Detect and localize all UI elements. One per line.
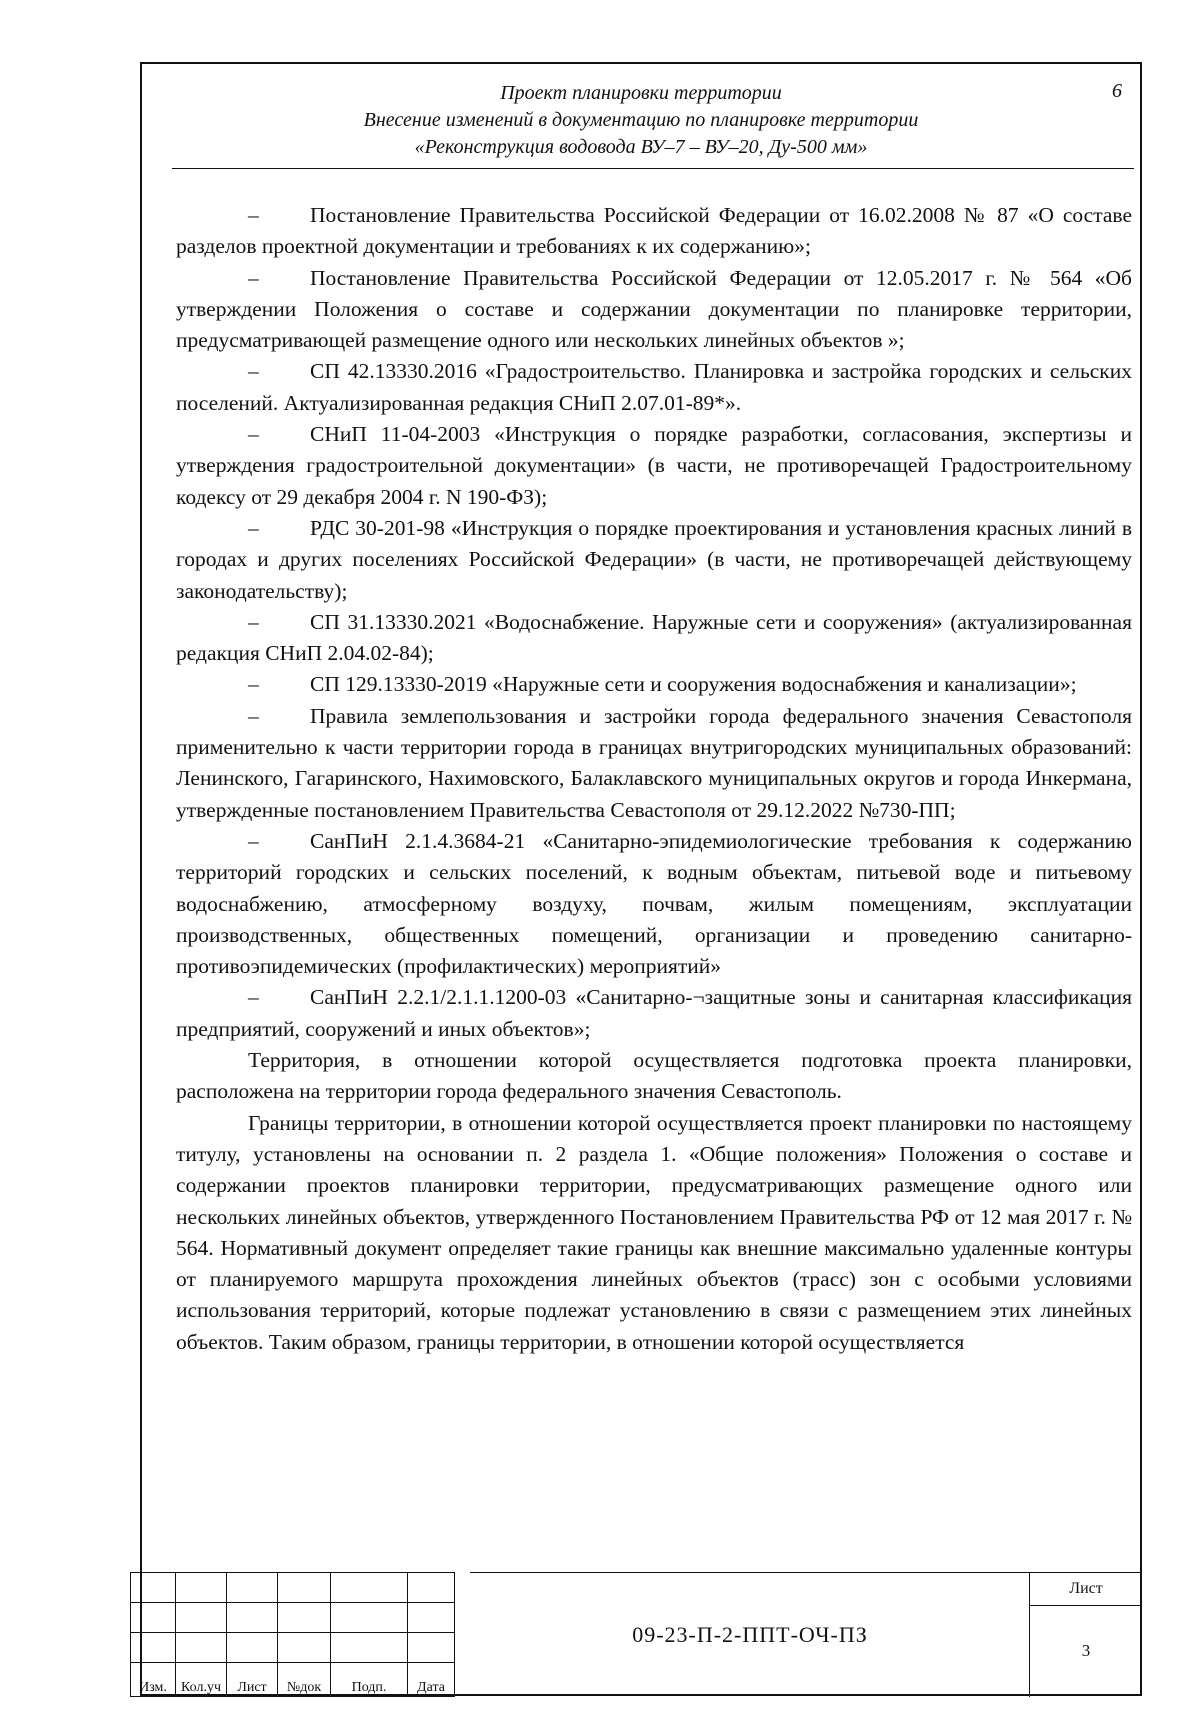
list-item [176, 607, 1132, 670]
list-item [176, 263, 1132, 357]
revision-table [130, 1572, 455, 1697]
list-item-text: Постановление Правительства Российской Федерации от 16.02.2008 № 87 «О составе разделов проектной документации и требованиях к их содержанию»; [176, 203, 1132, 259]
sheet-number: 3 [1081, 1641, 1091, 1660]
document-header [142, 80, 1140, 161]
list-item [176, 200, 1132, 263]
list-dash: – [248, 985, 259, 1010]
list-item-text: СанПиН 2.2.1/2.1.1.1200-03 «Санитарно-¬защитные зоны и санитарная классификация предприятий, сооружений и иных объектов»; [176, 985, 1132, 1041]
col-podp: Подп. [331, 1663, 408, 1697]
list-item-text: РДС 30-201-98 «Инструкция о порядке проектирования и установления красных линий в городах и других поселениях Российской Федерации» (в части, не противоречащей действующему законодательству); [176, 515, 1132, 603]
list-dash: – [248, 609, 259, 634]
paragraph-territory: Территория, в отношении которой осуществляется подготовка проекта планировки, расположена на территории города федерального значения Севастополь. [176, 1048, 1132, 1104]
regulation-list [176, 200, 1132, 1045]
list-dash: – [248, 703, 259, 728]
sheet-box [1029, 1572, 1142, 1697]
list-item [176, 669, 1132, 700]
list-dash: – [248, 359, 259, 384]
col-kol-uch: Кол.уч [176, 1663, 227, 1697]
list-dash: – [248, 672, 259, 697]
list-item [176, 356, 1132, 419]
paragraph-boundaries: Границы территории, в отношении которой осуществляется проект планировки по настоящему титулу, установлены на основании п. 2 раздела 1. «Общие положения» Положения о составе и содержании проектов планировки территории, предусматривающих размещение одного или нескольких линейных объектов, утвержденного Постановлением Правительства РФ от 12 мая 2017 г. № 564. Нормативный документ определяет такие границы как внешние максимально удаленные контуры от планируемого маршрута прохождения линейных объектов (трасс) зон с особыми условиями использования территорий, которые подлежат установлению в связи с размещением этих линейных объектов. Таким образом, границы территории, в отношении которой осуществляется [176, 1110, 1132, 1354]
list-item-text: Постановление Правительства Российской Федерации от 12.05.2017 г. № 564 «Об утверждении Положения о составе и содержании документации по планировке территории, предусматривающей размещение одного или нескольких линейных объектов »; [176, 265, 1132, 353]
list-item [176, 982, 1132, 1045]
list-item-text: СанПиН 2.1.4.3684-21 «Санитарно-эпидемиологические требования к содержанию территорий городских и сельских поселений, к водным объектам, питьевой воде и питьевому водоснабжению, атмосферному воздуху, почвам, жилым помещениям, эксплуатации производственных, общественных помещений, организации и проведению санитарно-противоэпидемических (профилактических) мероприятий» [176, 828, 1132, 979]
list-item [176, 513, 1132, 607]
page-number: 6 [1112, 80, 1122, 102]
list-item [176, 701, 1132, 826]
list-dash: – [248, 422, 259, 447]
list-item-text: СП 42.13330.2016 «Градостроительство. Планировка и застройка городских и сельских поселений. Актуализированная редакция СНиП 2.07.01-89*». [176, 359, 1132, 415]
list-item [176, 826, 1132, 982]
list-item-text: Правила землепользования и застройки города федерального значения Севастополя применительно к части территории города в границах внутригородских муниципальных образований: Ленинского, Гагаринского, Нахимовского, Балаклавского муниципальных округов и города Инкермана, утвержденные постановлением Правительства Севастополя от 29.12.2022 №730-ПП; [176, 703, 1132, 822]
list-item-text: СНиП 11-04-2003 «Инструкция о порядке разработки, согласования, экспертизы и утверждения градостроительной документации» (в части, не противоречащей Градостроительному кодексу от 29 декабря 2004 г. N 190-ФЗ); [176, 422, 1132, 509]
col-ndok: №док [278, 1663, 331, 1697]
document-body [176, 200, 1132, 1358]
sheet-label: Лист [1030, 1573, 1142, 1606]
col-list: Лист [227, 1663, 278, 1697]
col-data: Дата [408, 1663, 455, 1697]
list-dash: – [248, 265, 259, 290]
list-dash: – [248, 203, 259, 227]
header-line-3: «Реконструкция водовода ВУ–7 – ВУ–20, Ду-500 мм» [414, 136, 868, 158]
document-code: 09-23-П-2-ППТ-ОЧ-ПЗ [470, 1572, 1030, 1697]
col-izm: Изм. [131, 1663, 176, 1697]
header-divider [172, 168, 1134, 169]
list-dash: – [248, 828, 259, 853]
header-line-1: Проект планировки территории [500, 82, 782, 104]
list-dash: – [248, 515, 259, 540]
header-line-2: Внесение изменений в документацию по планировке территории [363, 109, 919, 131]
list-item-text: СП 31.13330.2021 «Водоснабжение. Наружные сети и сооружения» (актуализированная редакция СНиП 2.04.02-84); [176, 609, 1132, 666]
list-item [176, 419, 1132, 513]
list-item-text: СП 129.13330-2019 «Наружные сети и сооружения водоснабжения и канализации»; [310, 672, 1077, 697]
title-block-stamp [130, 1572, 1142, 1696]
